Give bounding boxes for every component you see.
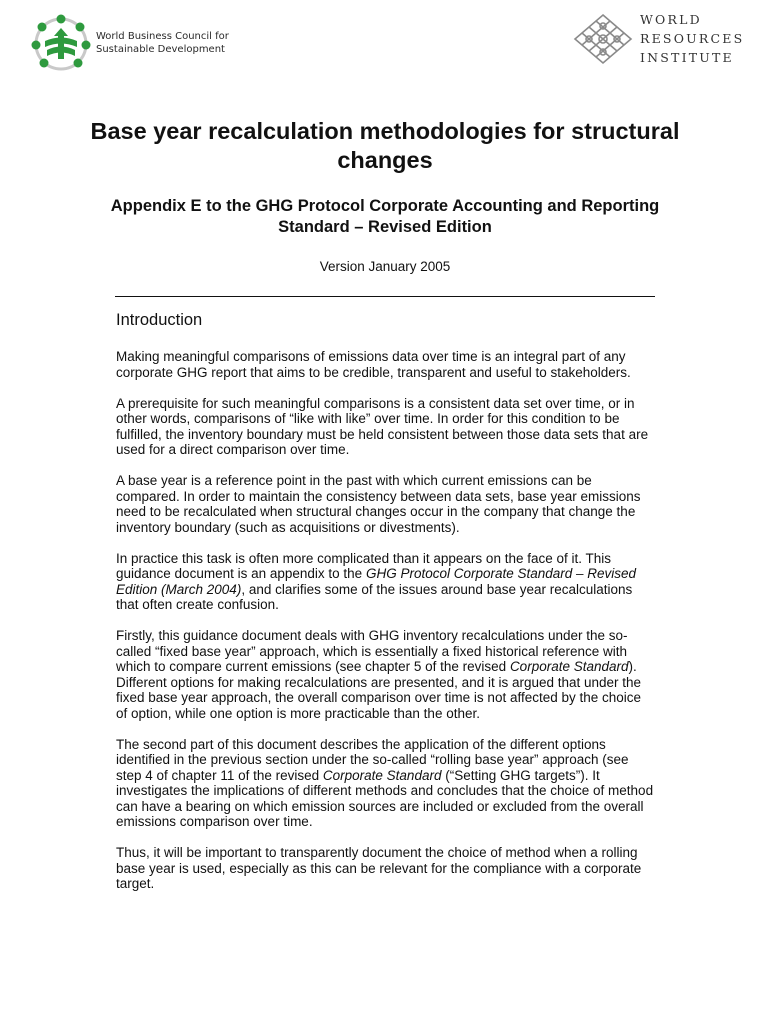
paragraph-5-text-a: Firstly, this guidance document deals with GHG inventory recalculations under the so-called “fixed base year” approach, which is essentially a fixed historical reference with which to compare current emissions (see chapter 5 of the revised	[116, 628, 628, 674]
paragraph-4-text-c: , and clarifies some of the issues around base year recalculations that often create confusion.	[116, 581, 633, 612]
paragraph-6-citation: Corporate Standard	[322, 767, 442, 783]
paragraph-6-text-c: (“Setting GHG targets”). It investigates the implications of different methods and concludes that the choice of method can have a bearing on which emission sources are included or excluded from the overall emissions comparison over time.	[116, 767, 654, 829]
paragraph-4	[116, 551, 656, 613]
paragraph-3: A base year is a reference point in the past with which current emissions can be compared. In order to maintain the consistency between data sets, base year emissions need to be recalculated when structural changes occur in the company that change the inventory boundary (such as acquisitions or divestments).	[116, 473, 641, 535]
body-text	[116, 349, 656, 907]
page-header	[0, 0, 768, 80]
wri-name-line3: INSTITUTE	[640, 50, 734, 65]
section-heading-introduction: Introduction	[116, 311, 203, 329]
wri-name-line2: RESOURCES	[640, 31, 745, 46]
paragraph-6	[116, 737, 656, 830]
paragraph-4-text-a: In practice this task is often more complicated than it appears on the face of it. This guidance document is an appendix to the	[116, 550, 612, 581]
wbcsd-name-line1: World Business Council for	[96, 31, 229, 42]
document-title: Base year recalculation methodologies for structural changes	[90, 118, 680, 173]
wbcsd-name	[96, 30, 229, 56]
paragraph-7: Thus, it will be important to transparently document the choice of method when a rolling base year is used, especially as this can be relevant for the compliance with a corporate target.	[116, 845, 642, 891]
wbcsd-logo-icon	[31, 14, 91, 72]
paragraph-5-citation: Corporate Standard	[509, 659, 629, 674]
wri-logo-icon	[573, 13, 633, 65]
horizontal-divider	[115, 296, 655, 297]
paragraph-4-citation: GHG Protocol Corporate Standard – Revised Edition (March 2004)	[116, 566, 637, 597]
wri-name	[640, 10, 744, 67]
wri-name-line1: WORLD	[640, 12, 702, 27]
paragraph-5	[116, 628, 656, 721]
document-subtitle: Appendix E to the GHG Protocol Corporate Accounting and Reporting Standard – Revised Edition	[110, 197, 660, 236]
paragraph-1: Making meaningful comparisons of emissions data over time is an integral part of any corporate GHG report that aims to be credible, transparent and useful to stakeholders.	[116, 349, 631, 380]
paragraph-5-text-c: ). Different options for making recalculations are presented, and it is argued that under the fixed base year approach, the overall comparison over time is not affected by the choice of option, while one option is more practicable than the other.	[116, 659, 642, 721]
paragraph-6-text-a: The second part of this document describes the application of the different options identified in the previous section under the so-called “rolling base year” approach (see step 4 of chapter 11 of the revised	[116, 736, 629, 783]
wbcsd-name-line2: Sustainable Development	[96, 44, 225, 55]
document-version: Version January 2005	[319, 259, 451, 274]
paragraph-2: A prerequisite for such meaningful comparisons is a consistent data set over time, or in other words, comparisons of “like with like” over time. In order for this condition to be fulfilled, the inventory boundary must be held consistent between those data sets that are used for a direct comparison over time.	[116, 395, 649, 457]
